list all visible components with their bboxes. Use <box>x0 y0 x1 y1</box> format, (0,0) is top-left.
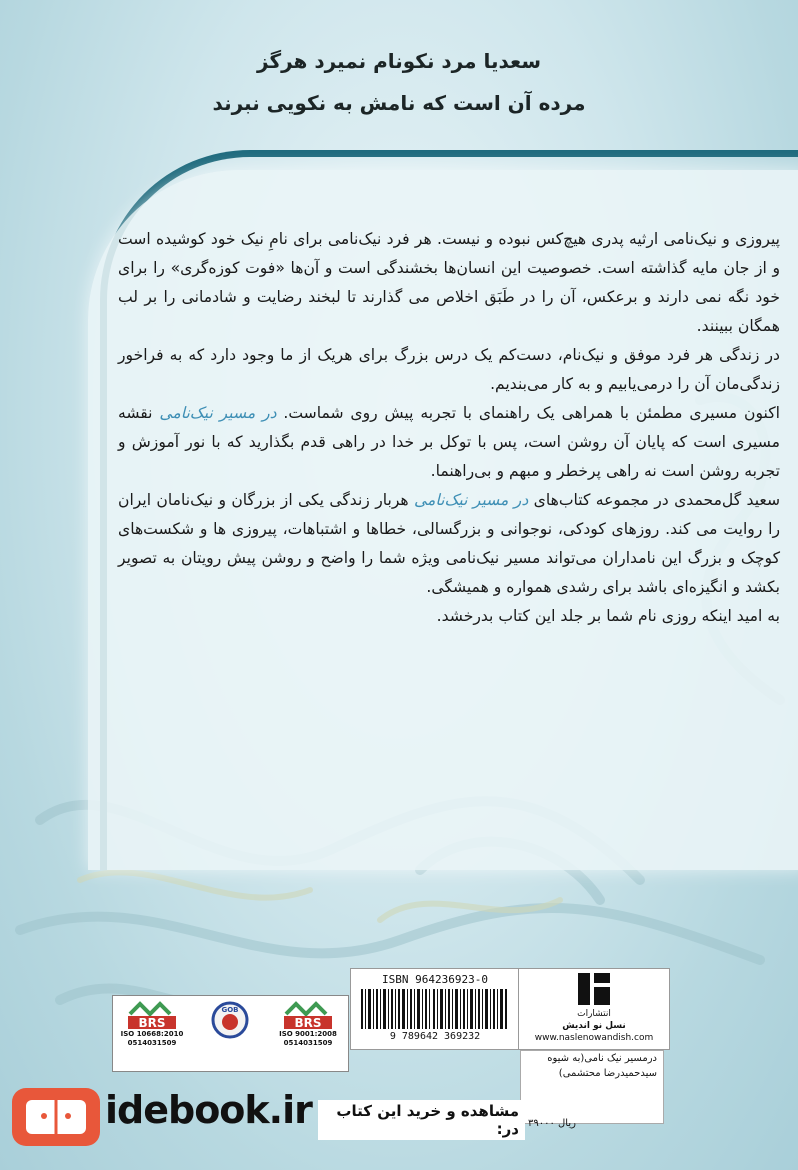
paragraph-4-text-a: سعید گل‌محمدی در مجموعه کتاب‌های <box>528 491 781 509</box>
idebook-logo-icon <box>12 1088 100 1146</box>
back-cover-text <box>118 225 780 631</box>
brs-left-number: 0514031509 <box>127 1039 177 1047</box>
paragraph-4-text-b: هربار زندگی یکی از بزرگان و نیک‌نامان ایران را روایت می کند. روزهای کودکی، نوجوانی و بزرگسالی، خطاها و اشتباهات، پیروزی ها و شکست‌های کوچک و بزرگ این نامداران می‌تواند مسیر نیک‌نامی ویژه شما را واضح و روشن پیش رویتان به تصویر بکشد و انگیزه‌ای باشد برای رشدی همواره و همیشگی. <box>118 491 780 596</box>
brs-left-code: ISO 10668:2010 <box>120 1030 184 1038</box>
publisher-block <box>518 968 670 1050</box>
brs-logo-icon <box>124 1000 180 1030</box>
publisher-logo-icon <box>574 971 614 1007</box>
poem <box>0 40 798 124</box>
publisher-name: نسل نو اندیش <box>562 1021 626 1031</box>
svg-text:BRS: BRS <box>294 1016 322 1030</box>
poem-line-1: سعدیا مرد نکونام نمیرد هرگز <box>257 49 541 73</box>
brs-logo-icon <box>280 1000 336 1030</box>
paragraph-3-text-a: اکنون مسیری مطمئن با همراهی یک راهنمای با تجربه پیش روی شماست. <box>276 404 780 422</box>
svg-text:BRS: BRS <box>138 1016 166 1030</box>
paragraph-1: پیروزی و نیک‌نامی ارثیه پدری هیچ‌کس نبوده و نیست. هر فرد نیک‌نامی برای نامِ نیک خود کوشیده است و از جان مایه گذاشته است. خصوصیت این انسان‌ها بخشندگی است و آن‌ها «فوت کوزه‌گری» را برای خود نگه نمی دارند و برعکس، آن را در طَبَق اخلاص می گذارند تا لبخند رضایت و شادمانی را بر لب همگان ببینند. <box>118 230 780 335</box>
series-title-highlight: در مسیر نیک‌نامی <box>414 491 529 509</box>
series-title-highlight: در مسیر نیک‌نامی <box>159 404 277 422</box>
gob-badge <box>195 1000 265 1040</box>
idebook-banner[interactable] <box>0 1078 525 1170</box>
sticker-author: سیدحمیدرضا محتشمی) <box>558 1068 657 1079</box>
paragraph-3-text-b: نقشه مسیری است که پایان آن روشن است، پس با توکل بر خدا در راهی قدم بگذارید که با نور آموزش و تجربه روشن است نه راهی پرخطر و مبهم و بی‌راهنما. <box>118 404 780 480</box>
sticker-title: درمسیر نیک نامی(به شیوه <box>547 1053 657 1064</box>
publisher-label: انتشارات <box>577 1009 611 1019</box>
isbn-barcode-block <box>350 968 520 1050</box>
barcode-icon <box>359 989 511 1029</box>
barcode-digits: 9 789642 369232 <box>389 1031 481 1042</box>
gob-seal-icon <box>210 1000 250 1040</box>
paragraph-5: به امید اینکه روزی نام شما بر جلد این کتاب بدرخشد. <box>436 607 780 625</box>
poem-line-2: مرده آن است که نامش به نکویی نبرند <box>212 91 586 115</box>
brs-right-number: 0514031509 <box>283 1039 333 1047</box>
idebook-tagline: مشاهده و خرید این کتاب در: <box>318 1100 525 1140</box>
price-sticker <box>520 1050 664 1124</box>
brs-badge-left <box>117 1000 187 1048</box>
paragraph-3 <box>118 399 780 486</box>
certification-badges <box>112 995 349 1072</box>
svg-text:GOB: GOB <box>221 1006 239 1014</box>
brs-badge-right <box>273 1000 343 1048</box>
price-label: ریال ۳۹۰۰۰ <box>528 1118 576 1129</box>
publisher-url: www.naslenowandish.com <box>534 1033 654 1043</box>
isbn-label: ISBN 964236923-0 <box>382 973 488 986</box>
brs-right-code: ISO 9001:2008 <box>279 1030 337 1038</box>
paragraph-2: در زندگی هر فرد موفق و نیک‌نام، دست‌کم یک درس بزرگ برای هریک از ما وجود دارد که به فراخور زندگی‌مان آن را درمی‌یابیم و به کار می‌بندیم. <box>118 346 780 393</box>
idebook-brand[interactable]: idebook.ir <box>105 1088 312 1132</box>
paragraph-4 <box>118 486 780 602</box>
